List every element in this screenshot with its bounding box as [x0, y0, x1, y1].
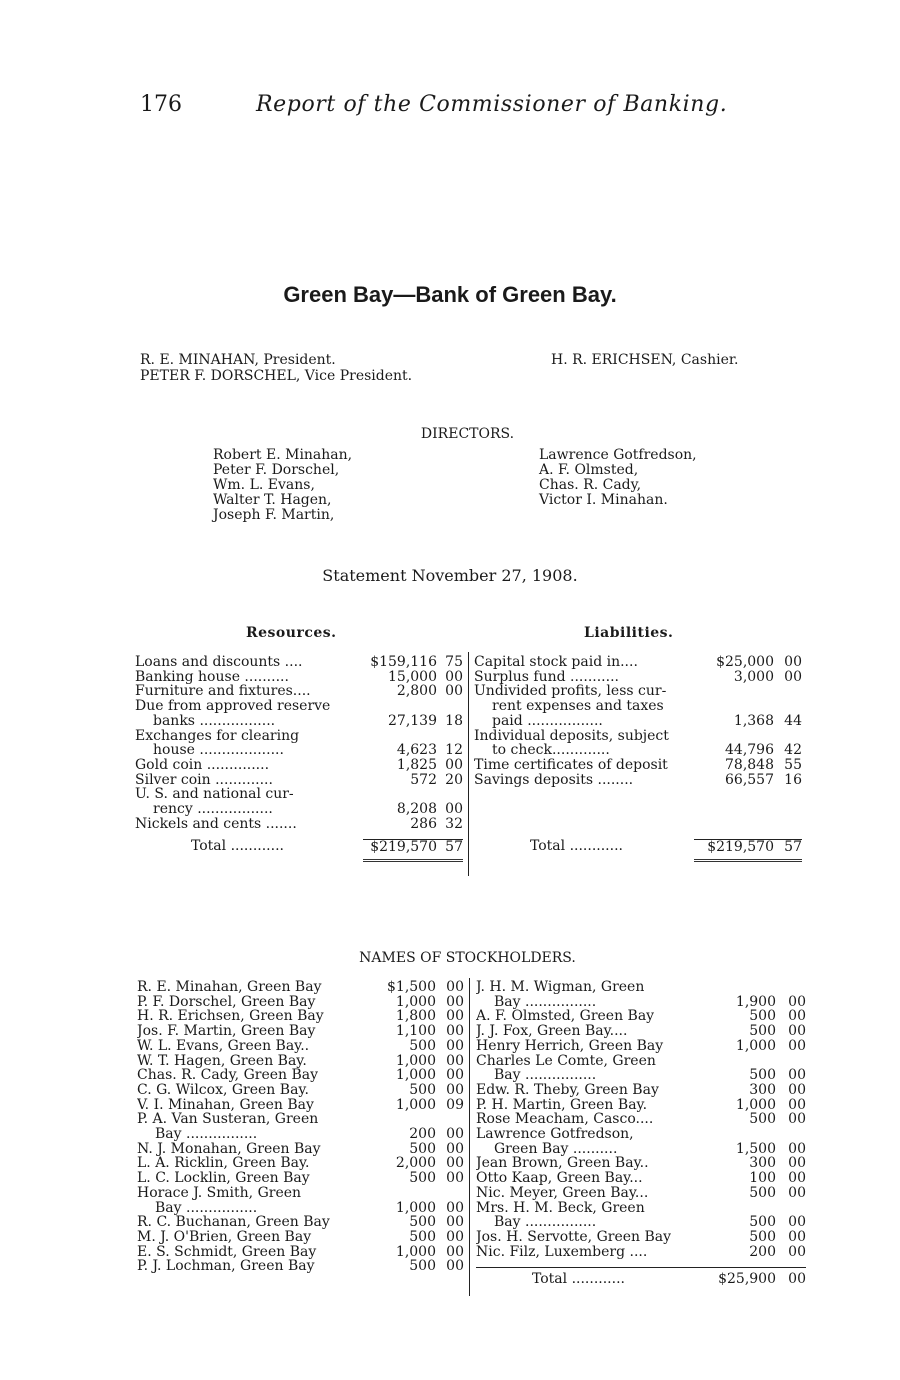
stockholder-row	[476, 1127, 806, 1142]
stockholder-row	[137, 1068, 464, 1083]
row-cents: 00	[788, 1023, 806, 1040]
stockholder-row	[476, 1112, 806, 1127]
row-dollars: 1,825	[396, 756, 437, 773]
row-label: Silver coin .............	[135, 772, 273, 788]
row-label: P. A. Van Susteran, Green	[137, 1112, 319, 1128]
stockholder-row	[476, 1068, 806, 1083]
director-name: Joseph F. Martin,	[213, 507, 335, 523]
resource-row	[135, 817, 463, 832]
row-cents: 42	[784, 742, 802, 759]
row-cents: 00	[788, 1228, 806, 1245]
stockholder-row	[476, 1215, 806, 1230]
resource-row	[135, 743, 463, 758]
row-label: Rose Meacham, Casco....	[476, 1112, 654, 1128]
director-name: Lawrence Gotfredson,	[539, 447, 697, 463]
statement-title: Statement November 27, 1908.	[322, 566, 578, 585]
row-dollars: 572	[410, 771, 437, 788]
row-dollars: 286	[410, 815, 437, 832]
liability-row	[474, 655, 802, 670]
row-cents: 00	[788, 1008, 806, 1025]
row-cents	[436, 1112, 464, 1127]
row-label: C. G. Wilcox, Green Bay.	[137, 1082, 309, 1098]
row-dollars: 1,000	[395, 993, 436, 1010]
row-dollars: 1,000	[735, 1037, 776, 1054]
row-cents: 75	[445, 654, 463, 670]
row-dollars: 4,623	[396, 742, 437, 759]
row-cents: 00	[788, 1140, 806, 1157]
row-dollars: 500	[409, 1037, 436, 1054]
stockholder-row	[476, 995, 806, 1010]
total-dollars: $25,900	[718, 1271, 776, 1288]
total-dollars: $219,570	[363, 839, 437, 855]
stockholders-right-table	[476, 980, 806, 1287]
row-dollars: 15,000	[388, 668, 437, 685]
stockholder-row	[476, 1024, 806, 1039]
liability-row	[474, 729, 802, 744]
row-cents	[776, 1201, 806, 1216]
stockholder-row	[476, 1098, 806, 1113]
stockholder-row	[137, 1186, 464, 1201]
resource-row	[135, 699, 463, 714]
row-label: Undivided profits, less cur-	[474, 684, 667, 700]
row-cents: 00	[446, 1258, 464, 1275]
resource-row	[135, 670, 463, 685]
row-label: Horace J. Smith, Green	[137, 1185, 302, 1201]
row-cents: 32	[445, 815, 463, 832]
row-cents: 00	[446, 1199, 464, 1216]
row-dollars	[694, 729, 774, 744]
row-dollars	[372, 1186, 436, 1201]
row-label: H. R. Erichsen, Green Bay	[137, 1009, 324, 1025]
row-dollars	[694, 684, 774, 699]
liabilities-table	[474, 655, 802, 868]
row-label: Capital stock paid in....	[474, 655, 638, 670]
row-label: Savings deposits ........	[474, 772, 634, 788]
total-label: Total ............	[532, 1272, 625, 1288]
row-dollars: 3,000	[733, 668, 774, 685]
total-cents: 00	[788, 1271, 806, 1288]
stockholder-row	[137, 1215, 464, 1230]
row-dollars: 500	[749, 1111, 776, 1128]
row-dollars: 1,800	[395, 1008, 436, 1025]
row-cents: 00	[446, 1037, 464, 1054]
row-dollars: 500	[409, 1258, 436, 1275]
stockholder-row	[137, 1083, 464, 1098]
row-cents: 00	[446, 1008, 464, 1025]
row-label: Bay ................	[494, 1215, 597, 1230]
row-dollars: 500	[749, 1008, 776, 1025]
stockholder-row	[476, 1245, 806, 1260]
total-label: Total ............	[530, 839, 623, 855]
stockholder-row	[476, 1171, 806, 1186]
row-cents: 00	[446, 1170, 464, 1187]
double-rule	[363, 859, 437, 868]
row-cents: 00	[445, 756, 463, 773]
row-cents	[776, 1054, 806, 1069]
row-cents: 00	[788, 1184, 806, 1201]
stockholder-row	[137, 995, 464, 1010]
row-dollars	[698, 1201, 776, 1216]
row-dollars	[363, 699, 437, 714]
row-label: N. J. Monahan, Green Bay	[137, 1141, 321, 1157]
row-dollars: 1,000	[395, 1067, 436, 1084]
row-label: Chas. R. Cady, Green Bay	[137, 1068, 319, 1083]
stockholder-row	[476, 1142, 806, 1157]
row-label: U. S. and national cur-	[135, 787, 294, 803]
row-dollars: 100	[749, 1170, 776, 1187]
row-dollars: 44,796	[725, 742, 774, 759]
stockholder-row	[137, 980, 464, 995]
liability-row	[474, 714, 802, 729]
row-dollars: 2,000	[395, 1155, 436, 1172]
resource-row	[135, 758, 463, 773]
directors-heading: DIRECTORS.	[420, 426, 515, 442]
directors-left-column	[213, 448, 352, 523]
row-label: J. J. Fox, Green Bay....	[476, 1024, 628, 1039]
row-label: W. L. Evans, Green Bay..	[137, 1038, 310, 1054]
president: R. E. MINAHAN, President.	[140, 352, 336, 368]
director-name: Walter T. Hagen,	[213, 492, 332, 508]
row-label: Due from approved reserve	[135, 699, 331, 714]
row-dollars	[363, 787, 437, 802]
spacer	[474, 855, 694, 868]
row-label: Mrs. H. M. Beck, Green	[476, 1200, 645, 1216]
row-dollars: 500	[749, 1023, 776, 1040]
row-label: Individual deposits, subject	[474, 728, 669, 744]
row-dollars: 1,100	[395, 1023, 436, 1040]
stockholder-row	[476, 1230, 806, 1245]
row-dollars	[698, 1127, 776, 1142]
row-label: Bay ................	[494, 994, 597, 1010]
row-cents: 00	[784, 668, 802, 685]
column-divider	[468, 652, 469, 876]
row-dollars: 500	[409, 1140, 436, 1157]
row-dollars: 300	[749, 1081, 776, 1098]
total-dollars: $219,570	[694, 839, 774, 855]
row-cents	[437, 787, 463, 802]
row-label: Jean Brown, Green Bay..	[476, 1156, 649, 1172]
row-label: paid .................	[492, 713, 603, 729]
row-label: banks .................	[153, 713, 276, 729]
row-label: R. E. Minahan, Green Bay	[137, 980, 322, 995]
row-dollars: 1,900	[735, 993, 776, 1010]
director-name: Victor I. Minahan.	[539, 492, 668, 508]
liability-row	[474, 758, 802, 773]
row-dollars: 66,557	[725, 771, 774, 788]
stockholder-row	[137, 1245, 464, 1260]
row-cents	[437, 699, 463, 714]
row-dollars: 1,000	[395, 1096, 436, 1113]
row-dollars: 500	[409, 1214, 436, 1231]
stockholder-row	[137, 1098, 464, 1113]
liability-row	[474, 699, 802, 714]
resource-row	[135, 802, 463, 817]
row-label: R. C. Buchanan, Green Bay	[137, 1215, 330, 1230]
stockholder-row	[137, 1259, 464, 1274]
row-dollars: 1,000	[395, 1199, 436, 1216]
row-cents: 00	[788, 993, 806, 1010]
resources-total	[135, 839, 463, 855]
double-rule	[437, 859, 463, 868]
row-cents: 00	[446, 993, 464, 1010]
row-dollars: 78,848	[725, 756, 774, 773]
resource-row	[135, 773, 463, 788]
row-label: Gold coin ..............	[135, 757, 270, 773]
director-name: Chas. R. Cady,	[539, 477, 642, 493]
row-dollars	[694, 699, 774, 714]
row-cents	[776, 980, 806, 995]
row-cents	[774, 684, 802, 699]
row-dollars: 8,208	[396, 801, 437, 818]
stockholder-row	[476, 1186, 806, 1201]
stockholders-heading: NAMES OF STOCKHOLDERS.	[359, 950, 576, 966]
stockholder-row	[137, 1201, 464, 1216]
stockholder-row	[476, 1156, 806, 1171]
row-cents: 09	[446, 1096, 464, 1113]
row-cents	[437, 729, 463, 744]
resources-table	[135, 655, 463, 868]
row-dollars: 500	[749, 1228, 776, 1245]
row-cents: 00	[446, 1067, 464, 1084]
total-double-underline	[474, 855, 802, 868]
resource-row	[135, 655, 463, 670]
liability-row	[474, 743, 802, 758]
row-dollars: $159,116	[370, 654, 437, 670]
row-cents: 00	[446, 1228, 464, 1245]
stockholder-row	[476, 980, 806, 995]
row-cents: 00	[788, 1155, 806, 1172]
row-cents: 18	[445, 712, 463, 729]
stockholder-row	[137, 1156, 464, 1171]
row-cents: 00	[788, 1037, 806, 1054]
row-dollars: $1,500	[387, 979, 436, 995]
stockholder-row	[137, 1171, 464, 1186]
row-label: Bay ................	[155, 1127, 258, 1142]
row-label: V. I. Minahan, Green Bay	[137, 1097, 314, 1113]
row-dollars	[372, 1112, 436, 1127]
row-cents: 20	[445, 771, 463, 788]
director-name: Peter F. Dorschel,	[213, 462, 340, 478]
row-cents: 00	[788, 1067, 806, 1084]
stockholder-row	[476, 1039, 806, 1054]
cashier: H. R. ERICHSEN, Cashier.	[551, 352, 739, 368]
row-label: Bay ................	[155, 1200, 258, 1216]
spacer	[135, 855, 363, 868]
row-label: P. J. Lochman, Green Bay	[137, 1259, 315, 1275]
row-label: Nic. Meyer, Green Bay...	[476, 1185, 649, 1201]
row-dollars: 500	[749, 1184, 776, 1201]
row-label: rent expenses and taxes	[492, 699, 664, 714]
row-cents: 16	[784, 771, 802, 788]
row-label: L. C. Locklin, Green Bay	[137, 1171, 310, 1186]
row-label: Lawrence Gotfredson,	[476, 1127, 634, 1142]
row-dollars	[698, 980, 776, 995]
stockholder-row	[137, 1230, 464, 1245]
stockholders-left-table	[137, 980, 464, 1274]
row-dollars: 200	[749, 1243, 776, 1260]
row-dollars: 1,500	[735, 1140, 776, 1157]
row-cents: 00	[445, 801, 463, 818]
row-label: L. A. Ricklin, Green Bay.	[137, 1156, 310, 1172]
running-title: Report of the Commissioner of Banking.	[256, 92, 728, 117]
page-number: 176	[140, 92, 182, 117]
liability-row	[474, 684, 802, 699]
resource-row	[135, 787, 463, 802]
row-cents: 00	[446, 1126, 464, 1143]
total-cents: 57	[774, 839, 802, 855]
row-cents: 00	[788, 1096, 806, 1113]
row-dollars: $25,000	[716, 654, 774, 670]
liability-row	[474, 773, 802, 788]
stockholder-row	[137, 1127, 464, 1142]
row-label: Furniture and fixtures....	[135, 684, 311, 700]
row-dollars: 1,000	[395, 1052, 436, 1069]
row-label: Banking house ..........	[135, 669, 289, 685]
row-dollars: 1,000	[395, 1243, 436, 1260]
stockholder-row	[476, 1083, 806, 1098]
bank-title: Green Bay—Bank of Green Bay.	[283, 282, 617, 307]
row-label: Loans and discounts ....	[135, 655, 303, 670]
row-label: Jos. H. Servotte, Green Bay	[476, 1229, 672, 1245]
row-label: Time certificates of deposit	[474, 757, 668, 773]
row-label: Henry Herrich, Green Bay	[476, 1038, 664, 1054]
row-label: Jos. F. Martin, Green Bay	[137, 1024, 316, 1039]
row-cents: 00	[446, 1081, 464, 1098]
total-double-underline	[135, 855, 463, 868]
stockholder-row	[137, 1009, 464, 1024]
row-cents: 00	[788, 1214, 806, 1231]
stockholder-row	[137, 1112, 464, 1127]
row-cents: 55	[784, 756, 802, 773]
row-dollars: 500	[749, 1067, 776, 1084]
row-dollars: 500	[409, 1170, 436, 1187]
total-label: Total ............	[191, 839, 284, 855]
row-label: Otto Kaap, Green Bay...	[476, 1171, 643, 1186]
stockholder-row	[476, 1009, 806, 1024]
row-cents: 00	[446, 979, 464, 995]
officers-left	[140, 352, 412, 384]
row-cents: 44	[784, 712, 802, 729]
row-dollars: 1,000	[735, 1096, 776, 1113]
double-rule	[694, 859, 774, 868]
row-cents: 12	[445, 742, 463, 759]
stockholder-row	[476, 1201, 806, 1216]
resources-heading: Resources.	[246, 625, 337, 641]
row-label: Charles Le Comte, Green	[476, 1053, 656, 1069]
row-label: Surplus fund ...........	[474, 669, 619, 685]
stockholder-row	[137, 1054, 464, 1069]
row-label: Bay ................	[494, 1068, 597, 1083]
row-cents	[776, 1127, 806, 1142]
liability-row	[474, 670, 802, 685]
row-cents	[436, 1186, 464, 1201]
total-cents: 57	[437, 839, 463, 855]
row-dollars: 1,368	[733, 712, 774, 729]
row-cents: 00	[445, 683, 463, 700]
row-cents: 00	[445, 668, 463, 685]
directors-right-column	[539, 448, 697, 508]
resource-row	[135, 684, 463, 699]
row-cents: 00	[788, 1243, 806, 1260]
row-dollars: 300	[749, 1155, 776, 1172]
row-dollars: 27,139	[388, 712, 437, 729]
row-cents	[774, 699, 802, 714]
row-cents: 00	[446, 1214, 464, 1231]
stockholder-row	[137, 1024, 464, 1039]
row-dollars: 200	[409, 1126, 436, 1143]
row-dollars: 500	[409, 1081, 436, 1098]
row-dollars: 500	[749, 1214, 776, 1231]
row-label: M. J. O'Brien, Green Bay	[137, 1229, 312, 1245]
stockholder-row	[137, 1142, 464, 1157]
resource-row	[135, 729, 463, 744]
liabilities-total	[474, 839, 802, 855]
row-cents: 00	[446, 1243, 464, 1260]
row-label: P. F. Dorschel, Green Bay	[137, 994, 316, 1010]
stockholders-total	[476, 1267, 806, 1287]
stockholder-row	[137, 1039, 464, 1054]
row-cents	[774, 729, 802, 744]
stockholders-divider	[469, 978, 470, 1296]
row-label: Nic. Filz, Luxemberg ....	[476, 1244, 648, 1260]
row-label: Nickels and cents .......	[135, 816, 297, 832]
row-dollars: 500	[409, 1228, 436, 1245]
director-name: Wm. L. Evans,	[213, 477, 315, 493]
row-cents: 00	[446, 1140, 464, 1157]
liabilities-heading: Liabilities.	[584, 625, 674, 641]
row-dollars	[698, 1054, 776, 1069]
row-dollars: 2,800	[396, 683, 437, 700]
row-label: W. T. Hagen, Green Bay.	[137, 1053, 307, 1069]
row-label: Exchanges for clearing	[135, 728, 300, 744]
double-rule	[774, 859, 802, 868]
row-label: E. S. Schmidt, Green Bay	[137, 1244, 317, 1260]
row-cents: 00	[788, 1170, 806, 1187]
row-label: house ...................	[153, 743, 284, 758]
row-label: rency .................	[153, 802, 273, 817]
row-cents: 00	[446, 1023, 464, 1040]
row-label: J. H. M. Wigman, Green	[476, 980, 645, 995]
row-label: to check.............	[492, 743, 610, 758]
resource-row	[135, 714, 463, 729]
row-cents: 00	[788, 1081, 806, 1098]
row-cents: 00	[446, 1052, 464, 1069]
row-label: Edw. R. Theby, Green Bay	[476, 1082, 659, 1098]
row-label: P. H. Martin, Green Bay.	[476, 1097, 648, 1113]
row-label: Green Bay ..........	[494, 1141, 618, 1157]
row-cents: 00	[788, 1111, 806, 1128]
stockholder-row	[476, 1054, 806, 1069]
director-name: A. F. Olmsted,	[539, 462, 639, 478]
row-cents: 00	[446, 1155, 464, 1172]
row-cents: 00	[784, 654, 802, 670]
director-name: Robert E. Minahan,	[213, 447, 353, 463]
vice-president: PETER F. DORSCHEL, Vice President.	[140, 368, 413, 384]
row-dollars	[363, 729, 437, 744]
row-label: A. F. Olmsted, Green Bay	[476, 1009, 655, 1025]
